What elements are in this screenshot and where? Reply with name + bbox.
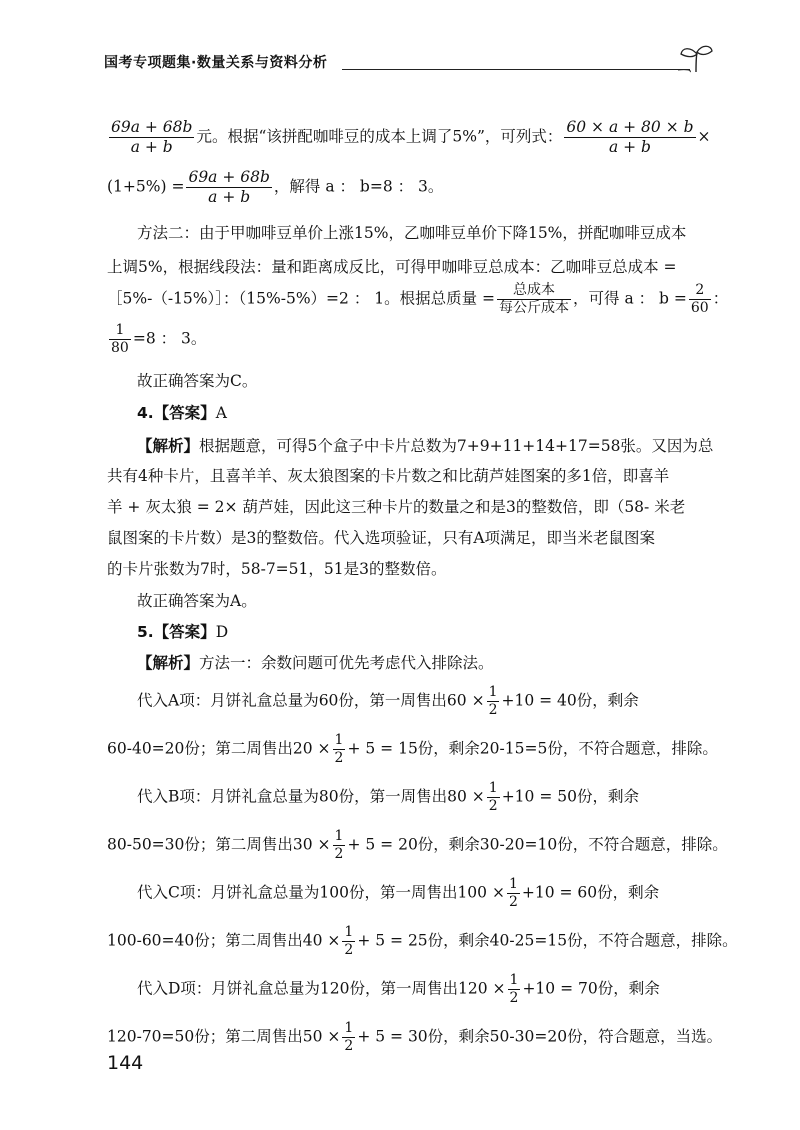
q4-analysis-line-2: 共有4种卡片，且喜羊羊、灰太狼图案的卡片数之和比葫芦娃图案的多1倍，即喜羊: [107, 467, 670, 485]
fraction-half: $\frac{1}{2}$: [508, 876, 518, 910]
fraction-mass: $\frac{\text{总成本}}{\text{每公斤成本}}$: [499, 282, 570, 316]
fraction-half: $\frac{1}{2}$: [509, 972, 519, 1006]
option-d-line-1: 代入D项：月饼礼盒总量为120份，第一周售出120 × $\frac{1}{2}$ +10 = 70份，剩余: [137, 972, 660, 1006]
sprout-icon: [676, 42, 716, 76]
fraction-half: $\frac{1}{2}$: [344, 1020, 354, 1054]
fraction-avg-cost-2: $\frac{69a + 68b}{a + b}$: [188, 168, 270, 206]
fraction-half: $\frac{1}{2}$: [334, 732, 344, 766]
option-c-line-2: 100-60=40份；第二周售出40 × $\frac{1}{2}$ + 5 = 25份，剩余40-25=15份，不符合题意，排除。: [107, 924, 738, 958]
conclusion-q3: 故正确答案为C。: [137, 372, 258, 390]
fraction-half: $\frac{1}{2}$: [334, 828, 344, 862]
option-b-line-1: 代入B项：月饼礼盒总量为80份，第一周售出80 × $\frac{1}{2}$ +10 = 50份，剩余: [137, 780, 639, 814]
option-d-line-2: 120-70=50份；第二周售出50 × $\frac{1}{2}$ + 5 = 30份，剩余50-30=20份，符合题意，当选。: [107, 1020, 723, 1054]
fraction-half: $\frac{1}{2}$: [344, 924, 354, 958]
method2-line-3: ［5%-（-15%）］：（15%-5%）=2 ： 1。根据总质量 = $\frac{\text{总成本}}{\text{每公斤成本}}$ ，可得 a ： b = $\frac{2}{60}$ ：: [107, 282, 729, 316]
q4-analysis-line-4: 鼠图案的卡片数）是3的整数倍。代入选项验证，只有A项满足，即当米老鼠图案: [107, 529, 656, 547]
option-c-line-1: 代入C项：月饼礼盒总量为100份，第一周售出100 × $\frac{1}{2}$ +10 = 60份，剩余: [137, 876, 660, 910]
fraction-1-80: $\frac{1}{80}$: [111, 322, 129, 356]
method2-line-2: 上调5%，根据线段法：量和距离成反比，可得甲咖啡豆总成本：乙咖啡豆总成本 =: [107, 258, 677, 276]
method2-line-4: $\frac{1}{80}$ =8 ： 3。: [111, 322, 207, 356]
option-a-line-1: 代入A项：月饼礼盒总量为60份，第一周售出60 × $\frac{1}{2}$ +10 = 40份，剩余: [137, 684, 639, 718]
q5-answer: 5.【答案】D: [137, 623, 229, 641]
fraction-half: $\frac{1}{2}$: [488, 780, 498, 814]
fraction-2-60: $\frac{2}{60}$: [690, 282, 709, 316]
option-b-line-2: 80-50=30份；第二周售出30 × $\frac{1}{2}$ + 5 = 20份，剩余30-20=10份，不符合题意，排除。: [107, 828, 728, 862]
method2-line-1: 方法二：由于甲咖啡豆单价上涨15%，乙咖啡豆单价下降15%，拼配咖啡豆成本: [137, 224, 687, 242]
equation-line-1: $\frac{69a + 68b}{a + b}$ 元。根据“该拼配咖啡豆的成本上调了5%”，可列式： $\frac{60 \times a + 80 \times b}{a + b}$ ×: [111, 118, 711, 156]
q5-analysis-intro: 【解析】方法一：余数问题可优先考虑代入排除法。: [137, 654, 494, 672]
q4-analysis-line-3: 羊 + 灰太狼 = 2× 葫芦娃，因此这三种卡片的数量之和是3的整数倍，即（58- 米老: [107, 498, 686, 516]
q4-analysis-line-5: 的卡片张数为7时，58-7=51，51是3的整数倍。: [107, 560, 447, 578]
header-rule: [342, 69, 690, 70]
running-header-title: 国考专项题集·数量关系与资料分析: [104, 55, 328, 71]
fraction-weighted-cost: $\frac{60 \times a + 80 \times b}{a + b}$: [566, 118, 694, 156]
q4-analysis-line-1: 【解析】根据题意，可得5个盒子中卡片总数为7+9+11+14+17=58张。又因为总: [137, 437, 714, 455]
page-number: 144: [107, 1052, 144, 1074]
q4-answer: 4.【答案】A: [137, 404, 227, 422]
fraction-avg-cost: $\frac{69a + 68b}{a + b}$: [111, 118, 193, 156]
equation-line-2: (1+5%) = $\frac{69a + 68b}{a + b}$ ，解得 a ： b=8 ： 3。: [107, 168, 444, 206]
conclusion-q4: 故正确答案为A。: [137, 592, 257, 610]
option-a-line-2: 60-40=20份；第二周售出20 × $\frac{1}{2}$ + 5 = 15份，剩余20-15=5份，不符合题意，排除。: [107, 732, 718, 766]
fraction-half: $\frac{1}{2}$: [488, 684, 498, 718]
